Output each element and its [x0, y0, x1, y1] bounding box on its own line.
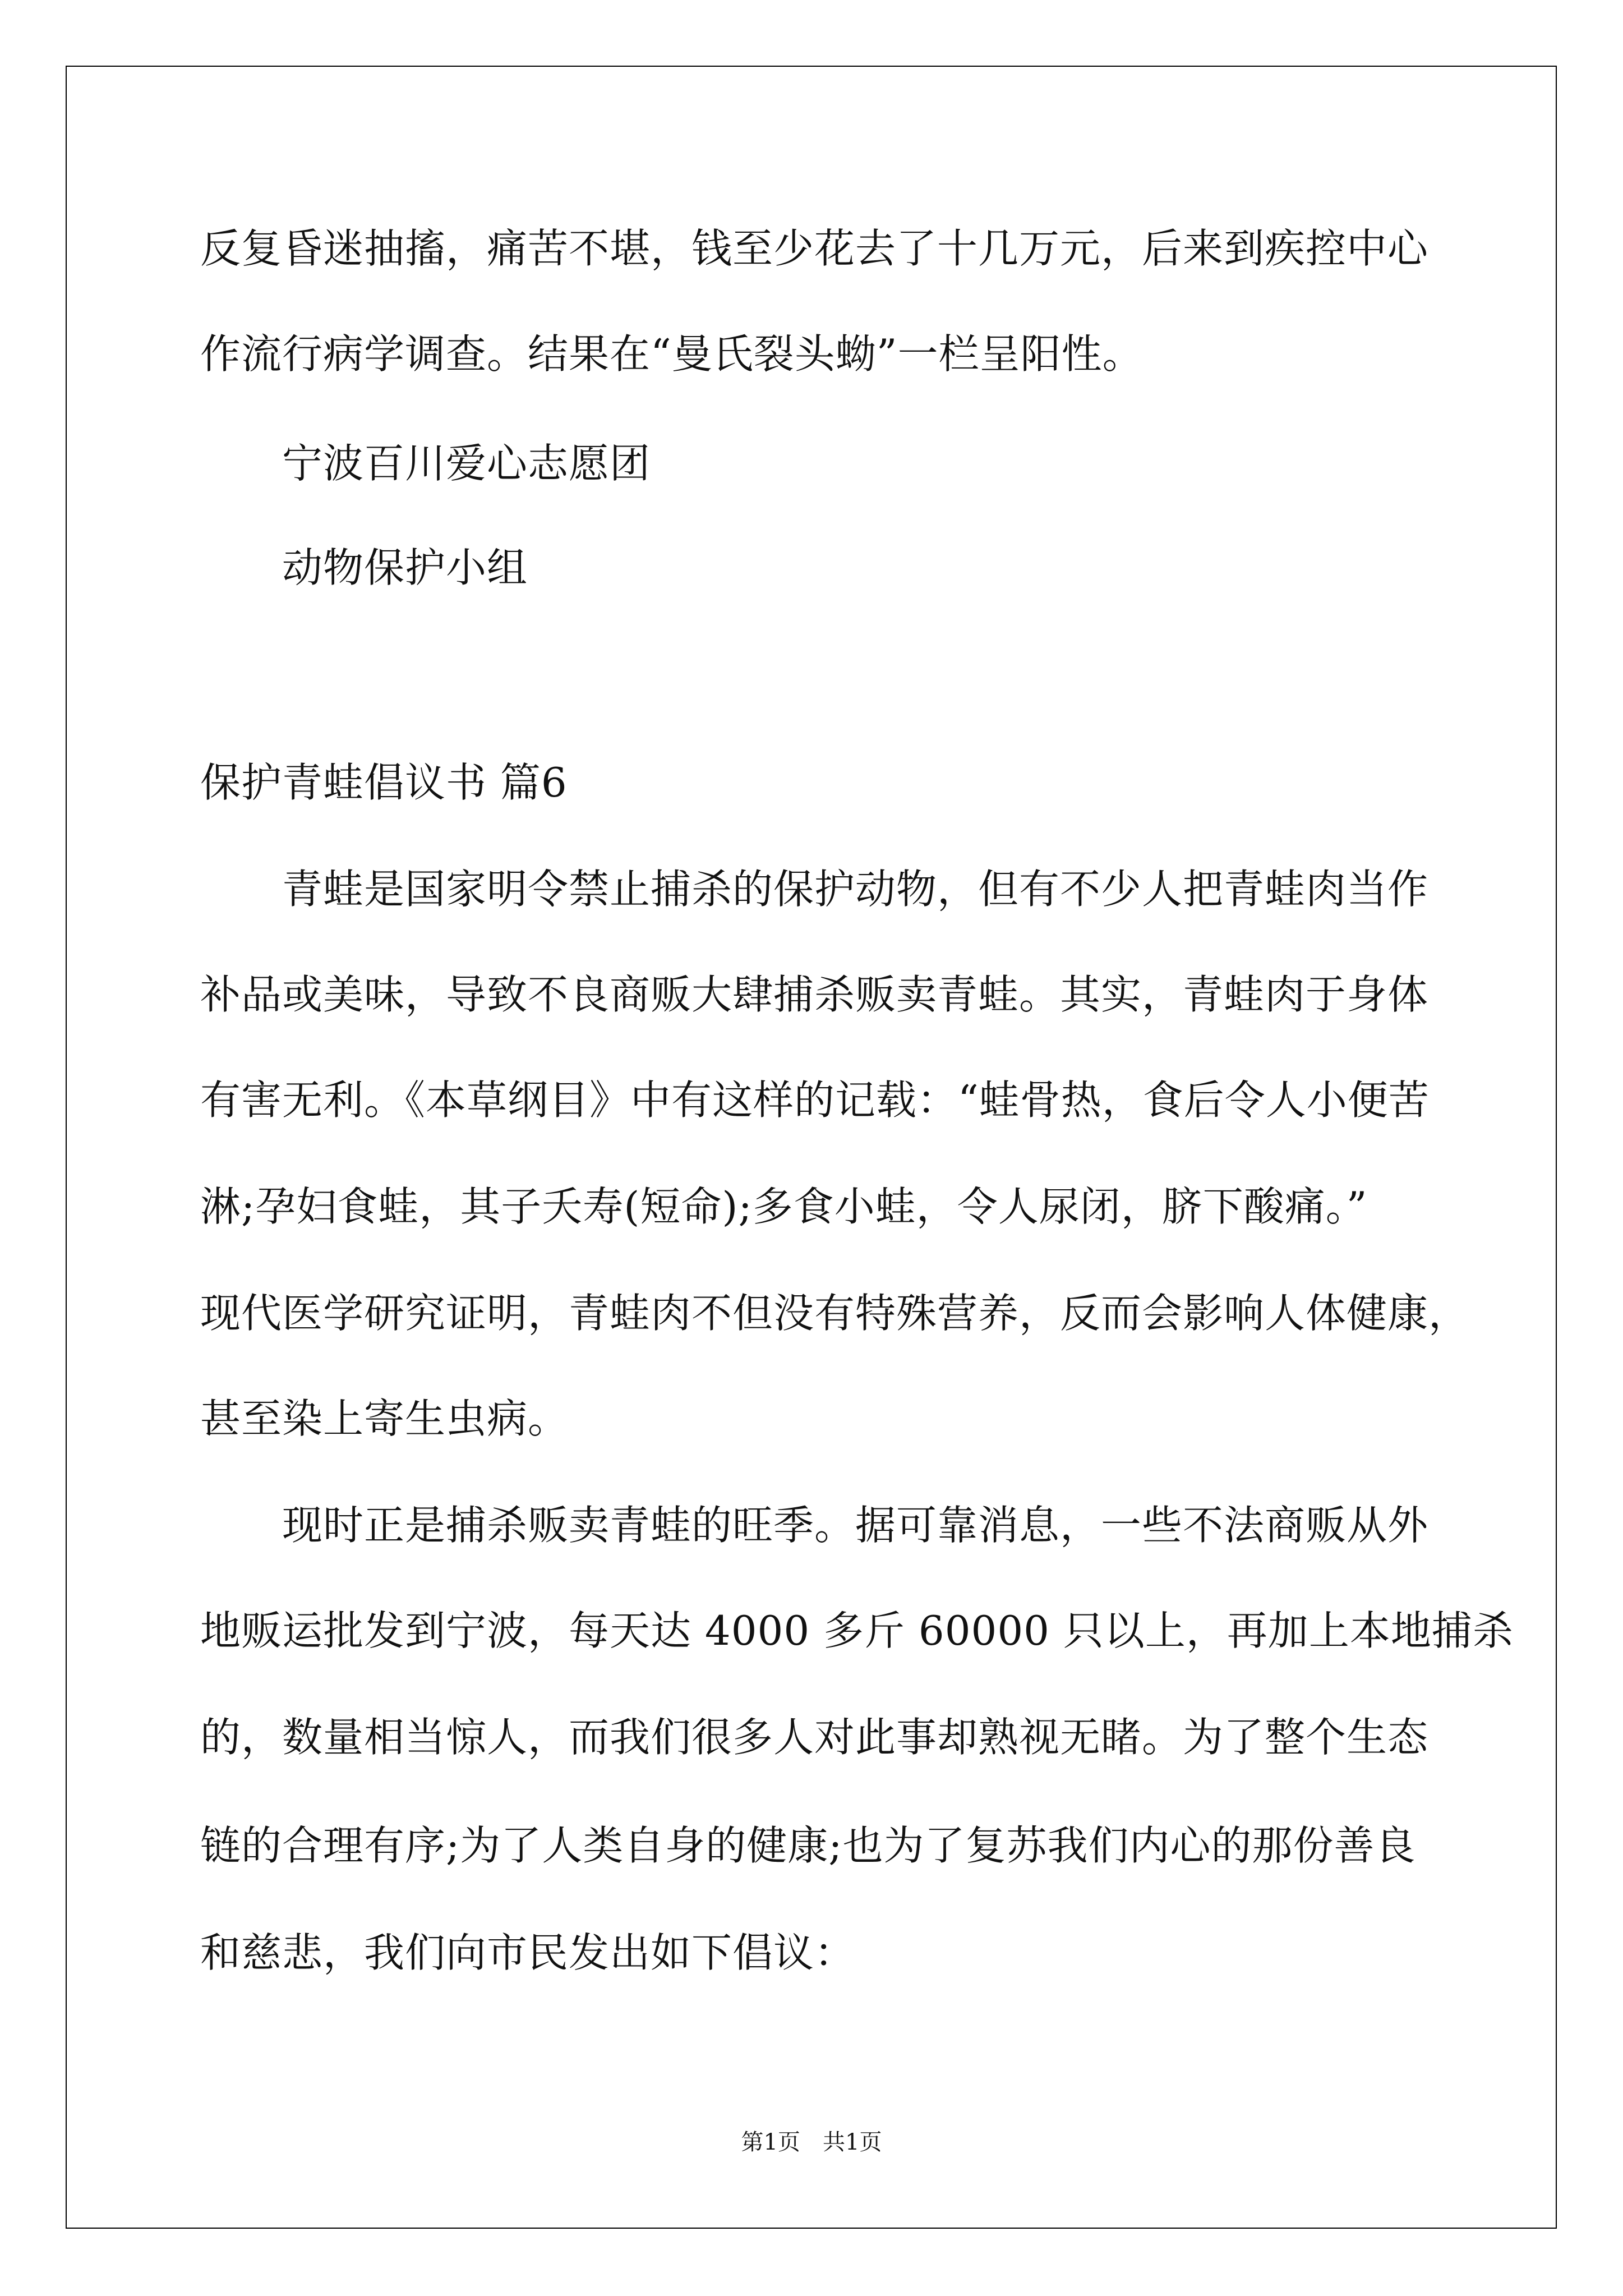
paragraph-1-line-3: 有害无利。《本草纲目》中有这样的记载：“蛙骨热，食后令人小便苦 — [200, 1076, 1430, 1124]
paragraph-1-line-2: 补品或美味，导致不良商贩大肆捕杀贩卖青蛙。其实，青蛙肉于身体 — [200, 971, 1429, 1018]
paragraph-2-line-4: 链的合理有序;为了人类自身的健康;也为了复苏我们内心的那份善良 — [200, 1822, 1416, 1869]
paragraph-1-line-4: 淋;孕妇食蛙，其子夭寿(短命);多食小蛙，令人尿闭，脐下酸痛。” — [200, 1183, 1368, 1230]
page-border — [66, 66, 1557, 2229]
continuation-line-2: 作流行病学调查。结果在“曼氏裂头蚴”一栏呈阳性。 — [200, 330, 1144, 378]
paragraph-2-line-5: 和慈悲，我们向市民发出如下倡议： — [200, 1929, 856, 1976]
signature-group: 动物保护小组 — [282, 544, 528, 591]
continuation-line-1: 反复昏迷抽搐，痛苦不堪，钱至少花去了十几万元，后来到疾控中心 — [200, 225, 1429, 272]
paragraph-1-line-5: 现代医学研究证明，青蛙肉不但没有特殊营养，反而会影响人体健康， — [200, 1290, 1470, 1337]
paragraph-2-line-1: 现时正是捕杀贩卖青蛙的旺季。据可靠消息，一些不法商贩从外 — [282, 1502, 1429, 1549]
paragraph-2-line-2: 地贩运批发到宁波，每天达 4000 多斤 60000 只以上，再加上本地捕杀 — [200, 1607, 1514, 1654]
paragraph-2-line-3: 的，数量相当惊人，而我们很多人对此事却熟视无睹。为了整个生态 — [200, 1714, 1429, 1761]
section-title: 保护青蛙倡议书 篇6 — [200, 759, 568, 806]
page-footer: 第1页 共1页 — [741, 2129, 882, 2155]
paragraph-1-line-1: 青蛙是国家明令禁止捕杀的保护动物，但有不少人把青蛙肉当作 — [282, 866, 1429, 913]
paragraph-1-line-6: 甚至染上寄生虫病。 — [200, 1395, 569, 1442]
signature-organization: 宁波百川爱心志愿团 — [282, 440, 651, 487]
